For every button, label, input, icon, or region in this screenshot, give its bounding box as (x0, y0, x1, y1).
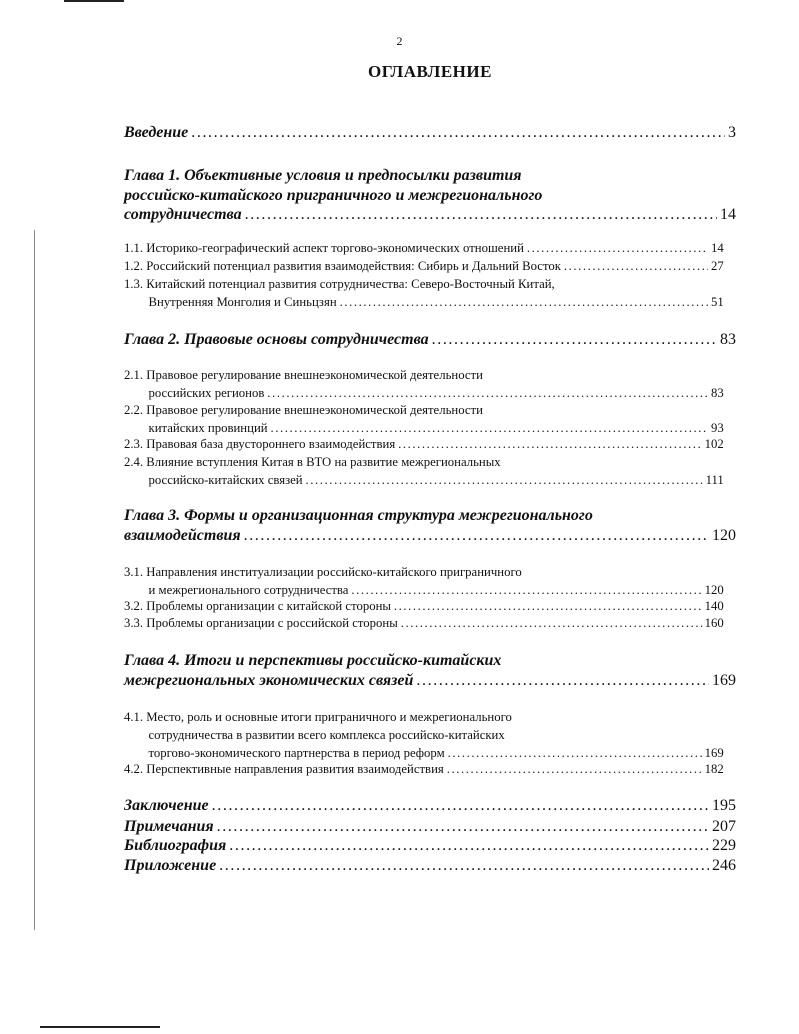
entry-label: Заключение (124, 797, 209, 814)
entry-page: 120 (704, 582, 724, 597)
entry-label: 1.1. Историко-географический аспект торгово-экономических отношений (124, 240, 524, 255)
scan-artifact-top (64, 0, 124, 2)
toc-entry-3-2[interactable] (124, 597, 724, 615)
entry-label: Примечания (124, 818, 214, 835)
dot-leader (217, 817, 709, 837)
dot-leader (398, 435, 702, 453)
toc-entry-appendix[interactable] (124, 856, 736, 876)
toc-entry-3-3[interactable] (124, 614, 724, 632)
entry-page: 246 (712, 857, 736, 874)
toc-entry-4-1[interactable] (124, 708, 724, 762)
toc-entry-2-1[interactable] (124, 366, 724, 402)
dot-leader (212, 796, 709, 816)
dot-leader (219, 856, 709, 876)
entry-label: 1.2. Российский потенциал развития взаимодействия: Сибирь и Дальний Восток (124, 258, 561, 273)
entry-page: 140 (704, 598, 724, 613)
toc-entry-4-2[interactable] (124, 760, 724, 778)
entry-page: 207 (712, 818, 736, 835)
page-number: 2 (396, 34, 403, 48)
dot-leader (416, 671, 709, 691)
entry-line: 1.3. Китайский потенциал развития сотрудничества: Северо-Восточный Китай, (124, 276, 555, 291)
toc-title: ОГЛАВЛЕНИЕ (368, 62, 492, 81)
toc-entry-2-2[interactable] (124, 401, 724, 437)
entry-line: 2.2. Правовое регулирование внешнеэкономической деятельности (124, 402, 483, 417)
toc-entry-notes[interactable] (124, 817, 736, 837)
entry-page: 229 (712, 837, 736, 854)
entry-page: 93 (711, 420, 724, 435)
entry-line: 4.1. Место, роль и основные итоги приграничного и межрегионального (124, 709, 512, 724)
entry-page: 27 (711, 258, 724, 273)
dot-leader (340, 293, 708, 311)
toc-entry-1-2[interactable] (124, 257, 724, 275)
entry-page: 51 (711, 294, 724, 309)
dot-leader (191, 123, 725, 143)
entry-label: Введение (124, 124, 189, 141)
dot-leader (527, 239, 708, 257)
entry-page: 14 (711, 240, 724, 255)
entry-line: 2.1. Правовое регулирование внешнеэкономической деятельности (124, 367, 483, 382)
entry-page: 3 (728, 124, 736, 141)
entry-page: 102 (704, 436, 724, 451)
dot-leader (306, 471, 703, 489)
toc-entry-3-1[interactable] (124, 563, 724, 599)
entry-label: китайских провинций (148, 420, 268, 435)
entry-label: взаимодействия (124, 526, 241, 544)
dot-leader (432, 330, 717, 350)
toc-entry-chapter-4[interactable] (124, 651, 736, 690)
entry-page: 195 (712, 797, 736, 814)
toc-entry-chapter-2[interactable] (124, 330, 736, 350)
entry-line: российско-китайского приграничного и межрегионального (124, 186, 543, 204)
entry-page: 120 (712, 526, 736, 544)
entry-page: 169 (704, 745, 724, 760)
dot-leader (229, 836, 709, 856)
entry-page: 160 (704, 615, 724, 630)
entry-line: 3.1. Направления институализации российско-китайского приграничного (124, 564, 522, 579)
entry-page: 111 (705, 472, 724, 487)
toc-entry-chapter-3[interactable] (124, 506, 736, 545)
entry-label: Глава 2. Правовые основы сотрудничества (124, 331, 429, 348)
scan-artifact-left (34, 230, 35, 930)
dot-leader (245, 205, 717, 225)
entry-line: Глава 3. Формы и организационная структура межрегионального (124, 507, 593, 524)
entry-label: межрегиональных экономических связей (124, 671, 414, 689)
toc-entry-chapter-1[interactable] (124, 166, 736, 225)
entry-label: российско-китайских связей (148, 472, 303, 487)
entry-label: Приложение (124, 857, 217, 874)
entry-line: Глава 1. Объективные условия и предпосылки развития (124, 167, 522, 184)
scan-artifact-bottom (40, 1026, 160, 1028)
entry-page: 83 (711, 385, 724, 400)
entry-line: Глава 4. Итоги и перспективы российско-китайских (124, 652, 502, 669)
entry-page: 169 (712, 671, 736, 689)
dot-leader (244, 526, 709, 546)
entry-label: Внутренняя Монголия и Синьцзян (148, 294, 337, 309)
entry-label: 4.2. Перспективные направления развития взаимодействия (124, 761, 444, 776)
entry-label: российских регионов (148, 385, 265, 400)
dot-leader (564, 257, 708, 275)
entry-label: 3.2. Проблемы организации с китайской стороны (124, 598, 391, 613)
entry-line: сотрудничества в развитии всего комплекса российско-китайских (148, 727, 505, 742)
entry-label: и межрегионального сотрудничества (148, 582, 349, 597)
entry-label: торгово-экономического партнерства в период реформ (148, 745, 445, 760)
entry-page: 83 (720, 331, 736, 348)
dot-leader (394, 597, 702, 615)
entry-line: 2.4. Влияние вступления Китая в ВТО на развитие межрегиональных (124, 454, 501, 469)
entry-label: 3.3. Проблемы организации с российской стороны (124, 615, 398, 630)
toc-entry-1-1[interactable] (124, 239, 724, 257)
toc-entry-2-3[interactable] (124, 435, 724, 453)
dot-leader (267, 384, 708, 402)
toc-entry-2-4[interactable] (124, 453, 724, 489)
toc-entry-bibliography[interactable] (124, 836, 736, 856)
entry-label: Библиография (124, 837, 227, 854)
entry-page: 14 (720, 206, 736, 223)
entry-label: 2.3. Правовая база двустороннего взаимодействия (124, 436, 396, 451)
toc-entry-1-3[interactable] (124, 275, 724, 311)
dot-leader (401, 614, 702, 632)
entry-label: сотрудничества (124, 206, 242, 223)
toc-entry-conclusion[interactable] (124, 796, 736, 816)
dot-leader (447, 760, 702, 778)
toc-entry-intro[interactable] (124, 123, 736, 143)
entry-page: 182 (704, 761, 724, 776)
